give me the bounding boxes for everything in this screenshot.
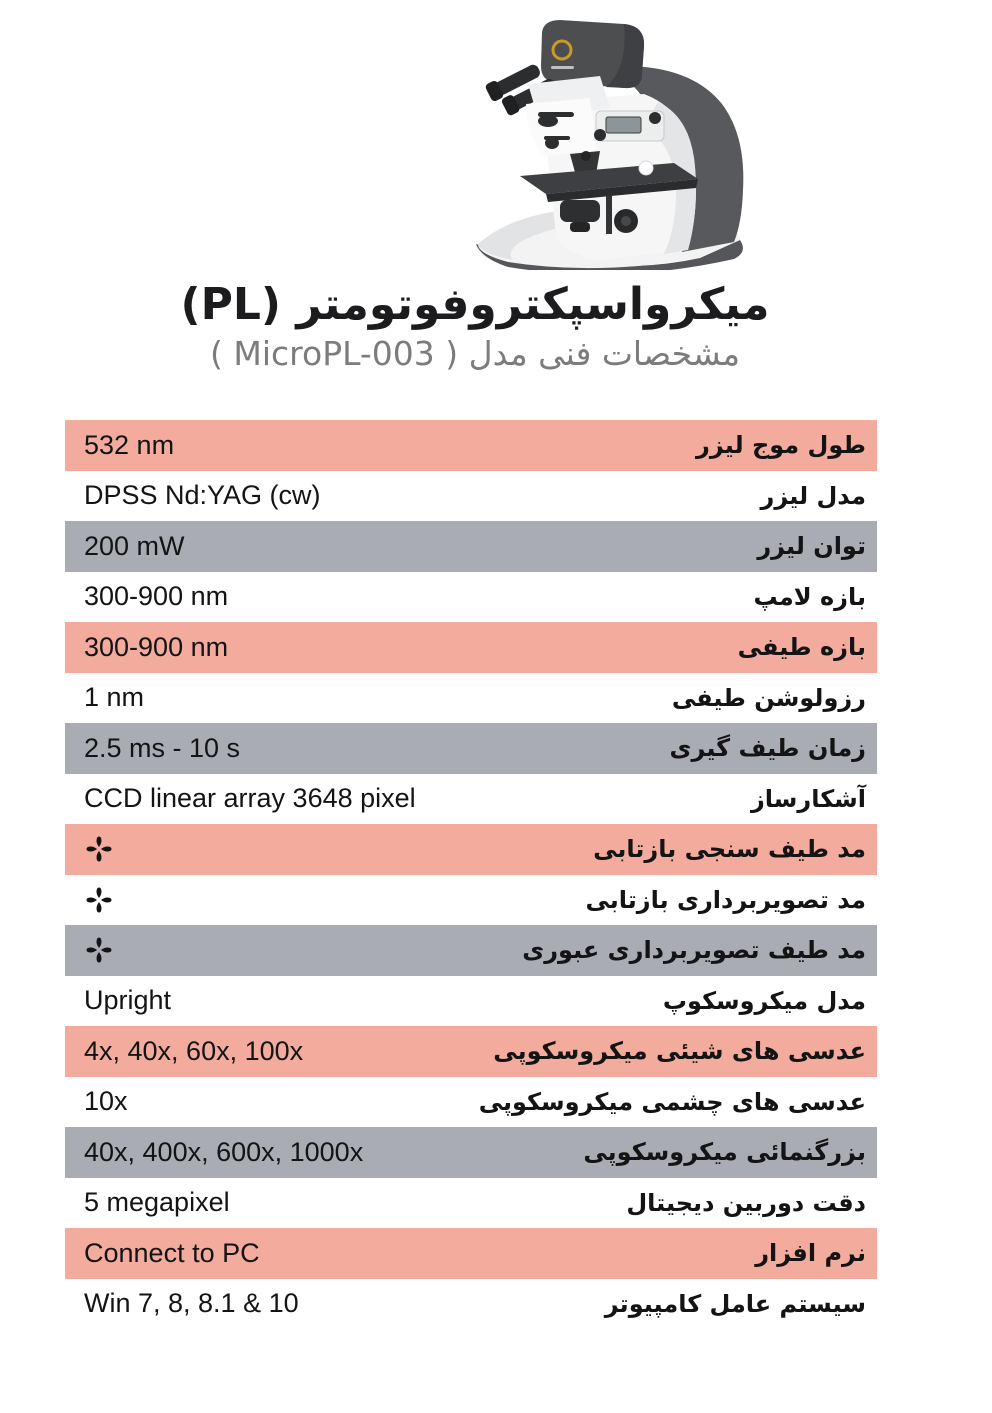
spec-label: عدسی های شیئی میکروسکوپی bbox=[493, 1037, 866, 1066]
spec-row bbox=[65, 1077, 877, 1128]
spec-label: مد تصویربرداری بازتابی bbox=[585, 885, 866, 914]
spec-label: طول موج لیزر bbox=[696, 431, 866, 460]
four-petal-asterisk-icon bbox=[84, 935, 114, 965]
spec-row bbox=[65, 471, 877, 522]
spec-label: مدل لیزر bbox=[760, 481, 866, 510]
spec-label: مدل میکروسکوپ bbox=[662, 986, 866, 1015]
availability-mark bbox=[84, 935, 114, 965]
microscope-illustration bbox=[448, 8, 764, 270]
header bbox=[0, 280, 950, 373]
spec-value: Connect to PC bbox=[84, 1237, 260, 1268]
spec-value: 1 nm bbox=[84, 682, 145, 713]
upright-microscope-image bbox=[448, 8, 764, 270]
spec-row bbox=[65, 1026, 877, 1077]
spec-row bbox=[65, 420, 877, 471]
spec-label: رزولوشن طیفی bbox=[671, 683, 866, 712]
four-petal-asterisk-icon bbox=[84, 834, 114, 864]
spec-value: 40x, 400x, 600x, 1000x bbox=[84, 1136, 364, 1167]
spec-value: 2.5 ms - 10 s bbox=[84, 732, 241, 763]
spec-value: Upright bbox=[84, 985, 172, 1016]
availability-mark bbox=[84, 834, 114, 864]
spec-value: 300-900 nm bbox=[84, 631, 229, 662]
spec-label: مد طیف سنجی بازتابی bbox=[593, 835, 866, 864]
spec-value: 300-900 nm bbox=[84, 581, 229, 612]
spec-label: بازه طیفی bbox=[737, 633, 866, 662]
spec-value: DPSS Nd:YAG (cw) bbox=[84, 480, 321, 511]
spec-value: 200 mW bbox=[84, 530, 185, 561]
spec-row bbox=[65, 925, 877, 976]
spec-row bbox=[65, 976, 877, 1027]
page-title: میکرواسپکتروفوتومتر (PL) bbox=[180, 279, 770, 330]
spec-row bbox=[65, 875, 877, 926]
spec-label: دقت دوربین دیجیتال bbox=[626, 1188, 866, 1217]
spec-label: نرم افزار bbox=[755, 1239, 866, 1268]
spec-value: 4x, 40x, 60x, 100x bbox=[84, 1035, 304, 1066]
availability-mark bbox=[84, 885, 114, 915]
spec-label: آشکارساز bbox=[750, 784, 866, 813]
spec-row bbox=[65, 572, 877, 623]
spec-label: بزرگنمائی میکروسکوپی bbox=[583, 1138, 866, 1167]
spec-row bbox=[65, 1178, 877, 1229]
spec-row bbox=[65, 521, 877, 572]
spec-value: 532 nm bbox=[84, 429, 175, 460]
spec-row bbox=[65, 1279, 877, 1330]
four-petal-asterisk-icon bbox=[84, 885, 114, 915]
spec-value: CCD linear array 3648 pixel bbox=[84, 783, 416, 814]
spec-value: Win 7, 8, 8.1 & 10 bbox=[84, 1288, 299, 1319]
spec-value: 5 megapixel bbox=[84, 1187, 230, 1218]
spec-table bbox=[65, 420, 877, 1329]
spec-row bbox=[65, 673, 877, 724]
spec-row bbox=[65, 774, 877, 825]
spec-label: سیستم عامل کامپیوتر bbox=[604, 1289, 866, 1318]
spec-row bbox=[65, 824, 877, 875]
spec-label: توان لیزر bbox=[757, 532, 866, 561]
spec-row bbox=[65, 1228, 877, 1279]
control-display-panel bbox=[594, 111, 664, 141]
spec-label: بازه لامپ bbox=[753, 582, 866, 611]
spec-label: زمان طیف گیری bbox=[669, 734, 866, 763]
spec-row bbox=[65, 723, 877, 774]
spec-row bbox=[65, 1127, 877, 1178]
spec-value: 10x bbox=[84, 1086, 128, 1117]
spec-label: عدسی های چشمی میکروسکوپی bbox=[478, 1087, 866, 1116]
page-subtitle: مشخصات فنی مدل ( MicroPL-003 ) bbox=[210, 333, 740, 373]
spec-label: مد طیف تصویربرداری عبوری bbox=[522, 936, 866, 965]
spec-row bbox=[65, 622, 877, 673]
